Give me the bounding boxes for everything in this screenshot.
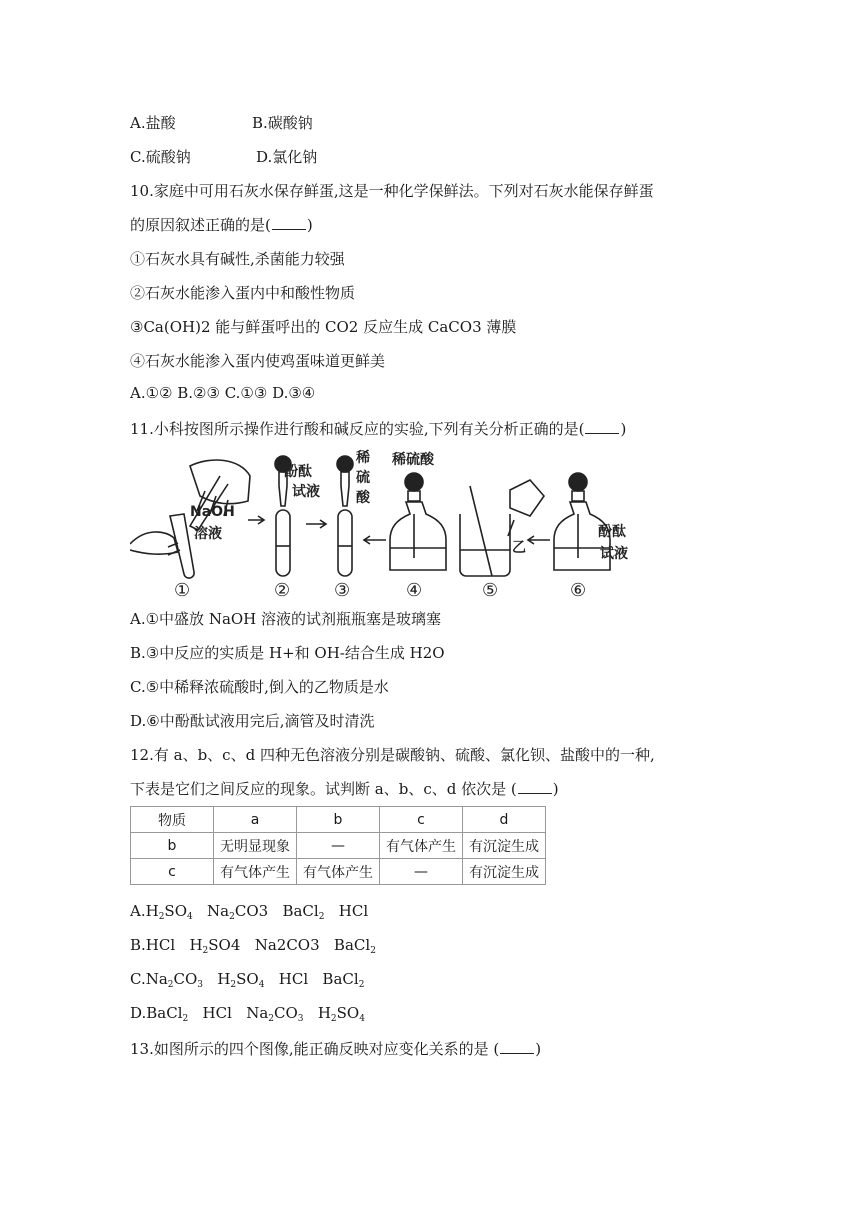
table-cell: 有沉淀生成: [463, 833, 546, 859]
table-cell: —: [380, 859, 463, 885]
answer-blank: [518, 779, 552, 794]
table-row: [131, 859, 546, 885]
step4-reagent-bottle: [390, 473, 446, 570]
arrow-left-2: [528, 536, 550, 544]
q10-stem-end: ): [306, 216, 313, 234]
q11-option-b: B.③中反应的实质是 H+和 OH-结合生成 H2O: [130, 644, 445, 662]
q10-statement-2: ②石灰水能渗入蛋内中和酸性物质: [130, 284, 356, 302]
table-cell: 有气体产生: [380, 833, 463, 859]
label-acid-v2: 硫: [356, 470, 370, 486]
table-cell: 有气体产生: [297, 859, 380, 885]
table-header-cell: a: [214, 807, 297, 833]
table-cell: 有沉淀生成: [463, 859, 546, 885]
q11-option-c: C.⑤中稀释浓硫酸时,倒入的乙物质是水: [130, 678, 389, 696]
label-naoh-solution: 溶液: [194, 526, 222, 542]
label-step-4: ④: [406, 580, 423, 601]
q10-stem-line2: [130, 214, 313, 235]
table-row: [131, 833, 546, 859]
reaction-table: [130, 806, 546, 885]
q13-stem: [130, 1038, 541, 1059]
q10-statement-3: ③Ca(OH)2 能与鲜蛋呼出的 CO2 反应生成 CaCO3 薄膜: [130, 318, 517, 336]
q12-stem-line2: [130, 778, 559, 799]
answer-blank: [500, 1039, 534, 1054]
q11-option-d: D.⑥中酚酞试液用完后,滴管及时清洗: [130, 712, 375, 730]
arrow-right-2: [306, 520, 326, 528]
table-cell: 无明显现象: [214, 833, 297, 859]
q13-stem-text: 13.如图所示的四个图像,能正确反映对应变化关系的是 (: [130, 1040, 500, 1058]
table-header-cell: d: [463, 807, 546, 833]
experiment-figure: [130, 446, 650, 602]
q9-option-d: D.氯化钠: [256, 148, 318, 166]
label-step-3: ③: [334, 580, 351, 601]
arrow-left-1: [364, 536, 386, 544]
q9-option-a: A.盐酸: [130, 114, 176, 132]
q12-stem-text: 下表是它们之间反应的现象。试判断 a、b、c、d 依次是 (: [130, 780, 517, 798]
q10-stem-line1: 10.家庭中可用石灰水保存鲜蛋,这是一种化学保鲜法。下列对石灰水能保存鲜蛋: [130, 182, 654, 200]
label-acid-v3: 酸: [356, 490, 370, 506]
table-cell: 有气体产生: [214, 859, 297, 885]
table-cell: b: [131, 833, 214, 859]
table-cell: c: [131, 859, 214, 885]
answer-blank: [585, 419, 619, 434]
q10-statement-1: ①石灰水具有碱性,杀菌能力较强: [130, 250, 345, 268]
label-yi: 乙: [512, 540, 526, 556]
answer-blank: [272, 215, 306, 230]
q12-stem-line1: 12.有 a、b、c、d 四种无色溶液分别是碳酸钠、硫酸、氯化钡、盐酸中的一种,: [130, 746, 655, 764]
label-step-5: ⑤: [482, 580, 499, 601]
label-step-2: ②: [274, 580, 291, 601]
label-phenolphthalein-4: 试液: [600, 546, 628, 562]
q12-stem-end: ): [552, 780, 559, 798]
q12-option-b: B.HCl $H_2SO4$ Na2CO3 BaCl$_2$: [130, 936, 376, 956]
label-dilute-sulfuric-acid: 稀硫酸: [392, 452, 434, 468]
q11-stem: [130, 418, 626, 439]
table-cell: —: [297, 833, 380, 859]
q12-option-c: $C.Na_2CO_3$ $H_2SO_4$ HCl BaCl$_2$: [130, 970, 365, 990]
table-header-cell: b: [297, 807, 380, 833]
q11-stem-end: ): [620, 420, 627, 438]
q10-stem-text: 的原因叙述正确的是(: [130, 216, 271, 234]
q12-option-a: $A.H_2SO_4$ $Na_2CO3$ BaCl$_2$ HCl: [130, 902, 369, 922]
label-naoh: NaOH: [190, 504, 235, 520]
label-phenolphthalein-2: 试液: [292, 484, 320, 500]
q12-option-d: D.BaCl$_2$ HCl $Na_2CO_3$ $H_2SO_4$: [130, 1004, 365, 1024]
arrow-right-1: [248, 516, 264, 524]
table-header-cell: 物质: [131, 807, 214, 833]
q9-option-b: B.碳酸钠: [252, 114, 313, 132]
q11-stem-text: 11.小科按图所示操作进行酸和碱反应的实验,下列有关分析正确的是(: [130, 420, 585, 438]
q10-options: A.①② B.②③ C.①③ D.③④: [130, 384, 316, 402]
q11-option-a: A.①中盛放 NaOH 溶液的试剂瓶瓶塞是玻璃塞: [130, 610, 442, 628]
label-acid-v1: 稀: [356, 450, 370, 466]
table-header-cell: c: [380, 807, 463, 833]
q10-statement-4: ④石灰水能渗入蛋内使鸡蛋味道更鲜美: [130, 352, 386, 370]
q9-option-c: C.硫酸钠: [130, 148, 191, 166]
label-phenolphthalein-1: 酚酞: [284, 464, 312, 480]
step5-beaker-dilution: [460, 480, 544, 576]
q13-stem-end: ): [535, 1040, 542, 1058]
table-header-row: [131, 807, 546, 833]
label-step-1: ①: [174, 580, 191, 601]
label-step-6: ⑥: [570, 580, 587, 601]
label-phenolphthalein-3: 酚酞: [598, 524, 626, 540]
step3-test-tube: [337, 456, 353, 576]
